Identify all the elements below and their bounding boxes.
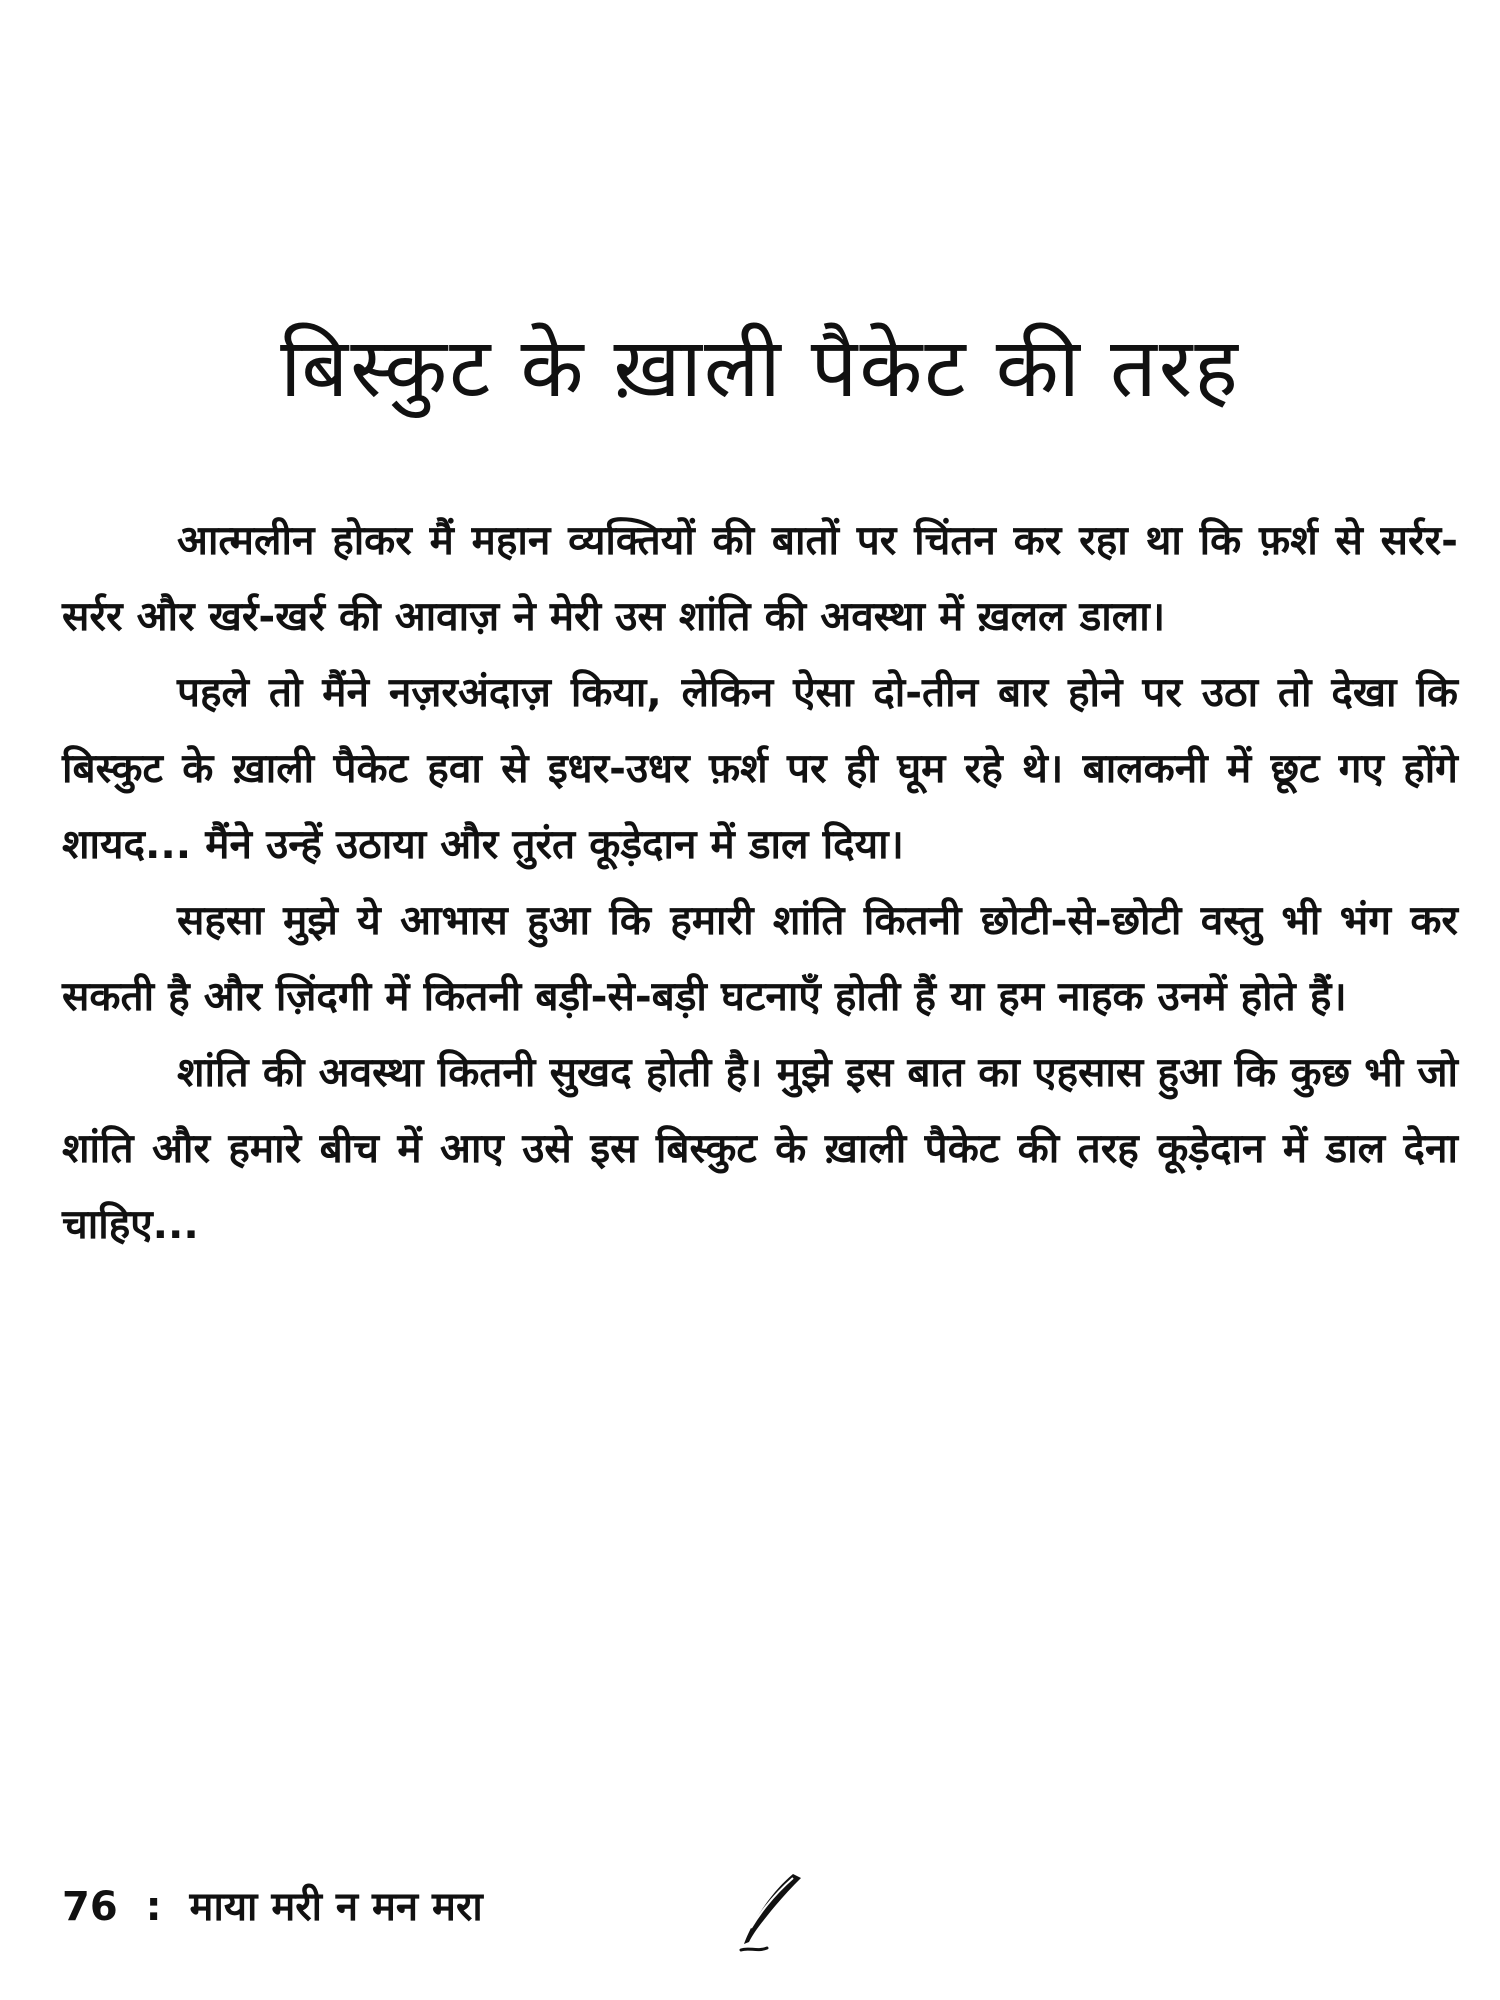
book-title: माया मरी न मन मरा	[189, 1884, 483, 1930]
paragraph-4: शांति की अवस्था कितनी सुखद होती है। मुझे इस बात का एहसास हुआ कि कुछ भी जो शांति और हमारे बीच में आए उसे इस बिस्कुट के ख़ाली पैकेट की तरह कूड़ेदान में डाल देना चाहिए...	[62, 1048, 1459, 1248]
page-title: बिस्कुट के ख़ाली पैकेट की तरह	[280, 321, 1240, 416]
footer-separator: :	[145, 1884, 162, 1930]
paragraph-2: पहले तो मैंने नज़रअंदाज़ किया, लेकिन ऐसा दो-तीन बार होने पर उठा तो देखा कि बिस्कुट के ख़ाली पैकेट हवा से इधर-उधर फ़र्श पर ही घूम रहे थे। बालकनी में छूट गए होंगे शायद... मैंने उन्हें उठाया और तुरंत कूड़ेदान में डाल दिया।	[62, 668, 1458, 868]
page-number: 76	[62, 1884, 118, 1930]
quill-pen-icon	[723, 1868, 813, 1958]
article-body	[62, 502, 1458, 1262]
paragraph-3: सहसा मुझे ये आभास हुआ कि हमारी शांति कितनी छोटी-से-छोटी वस्तु भी भंग कर सकती है और ज़िंदगी में कितनी बड़ी-से-बड़ी घटनाएँ होती हैं या हम नाहक उनमें होते हैं।	[62, 896, 1458, 1020]
page-footer	[62, 1872, 822, 1942]
paragraph-1: आत्मलीन होकर मैं महान व्यक्तियों की बातों पर चिंतन कर रहा था कि फ़र्श से सर्रर-सर्रर और खर्र-खर्र की आवाज़ ने मेरी उस शांति की अवस्था में ख़लल डाला।	[62, 516, 1458, 640]
